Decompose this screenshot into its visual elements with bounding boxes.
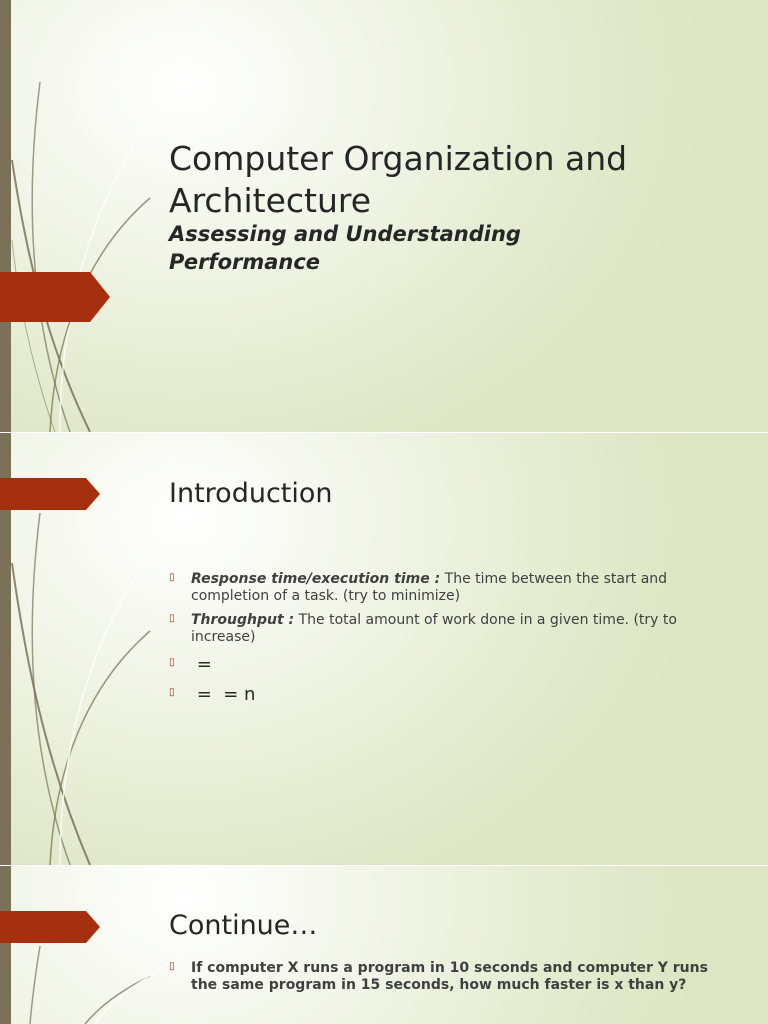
bullet-list [169, 960, 714, 1001]
term-label: Throughput : [191, 612, 295, 628]
formula-text: = = n [191, 684, 256, 705]
formula-text: = [191, 654, 212, 675]
slide-title [0, 0, 768, 432]
list-item [169, 571, 714, 605]
list-item [169, 653, 714, 677]
bullet-icon: ▯ [169, 572, 175, 583]
slide-accent-tab [0, 478, 100, 510]
bullet-list [169, 571, 714, 713]
slide-introduction [0, 433, 768, 865]
slide-title-heading: Computer Organization and Architecture [169, 139, 628, 220]
slide-continue [0, 866, 768, 1024]
slide-heading: Introduction [169, 478, 333, 509]
definition-text: The time between the start and completion of a task. (try to minimize) [191, 571, 668, 604]
list-item [169, 960, 714, 994]
slide-heading: Continue… [169, 910, 318, 941]
bullet-icon: ▯ [169, 657, 175, 668]
list-item [169, 612, 714, 646]
term-label: Response time/execution time : [191, 571, 441, 587]
bullet-icon: ▯ [169, 961, 175, 972]
bullet-icon: ▯ [169, 687, 175, 698]
question-text: If computer X runs a program in 10 seconds and computer Y runs the same program in 15 seconds, how much faster is x than y? [191, 960, 708, 993]
list-item [169, 683, 714, 707]
bullet-icon: ▯ [169, 613, 175, 624]
slide-accent-tab [0, 911, 100, 943]
slide-accent-tab [0, 272, 110, 322]
slide-subtitle: Assessing and Understanding Performance [169, 222, 521, 274]
definition-text: The total amount of work done in a given time. (try to increase) [191, 612, 677, 645]
